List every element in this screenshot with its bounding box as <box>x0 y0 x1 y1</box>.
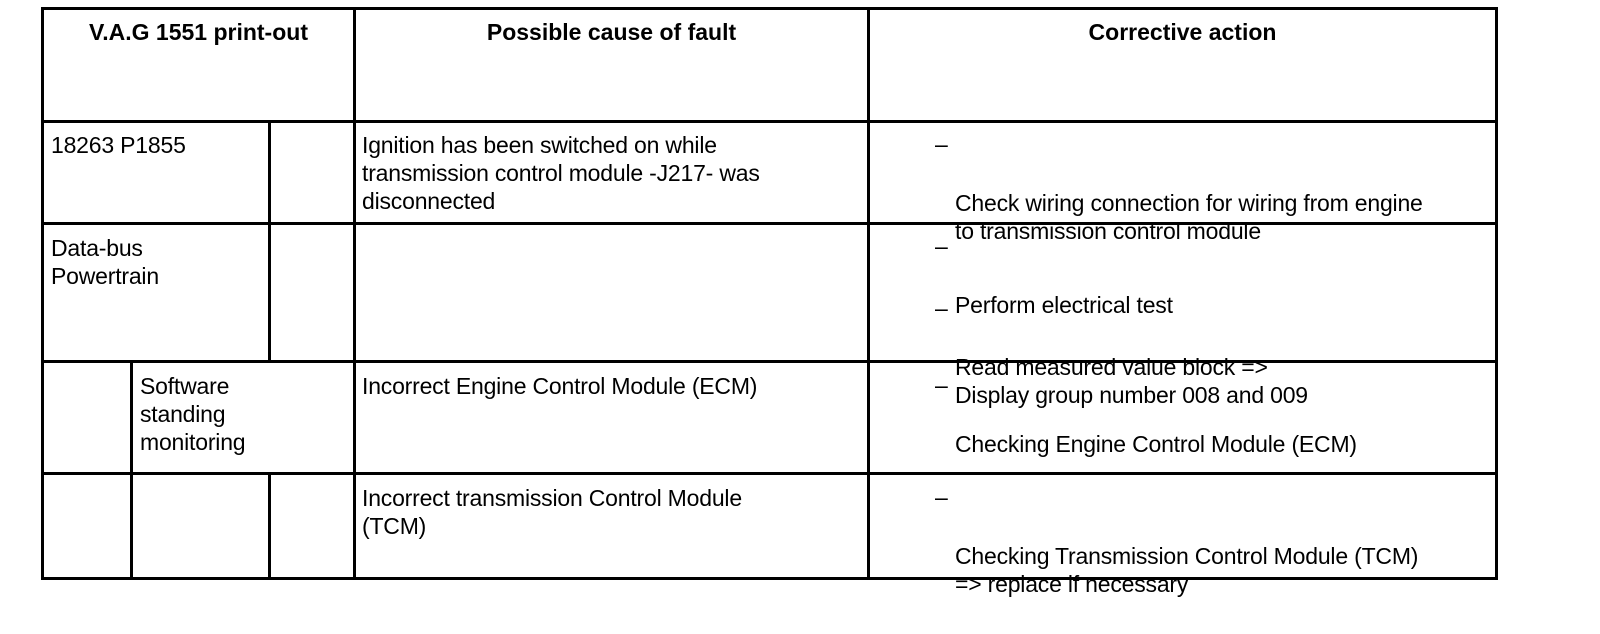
row1-action-1 <box>935 131 1423 245</box>
header-action: Corrective action <box>1088 19 1277 45</box>
row4-action-1-text: Checking Transmission Control Module (TCM) => replace if necessary <box>955 543 1419 597</box>
bullet-dash: – <box>935 131 948 157</box>
row4-cause: Incorrect transmission Control Module (TCM) <box>362 485 742 539</box>
col-divider-sub-a <box>130 360 133 580</box>
row2-code: Data-bus Powertrain <box>51 235 159 289</box>
col-divider-sub-b <box>268 120 271 363</box>
row3-action-1 <box>935 372 1357 458</box>
row3-cause: Incorrect Engine Control Module (ECM) <box>362 373 758 399</box>
bullet-dash: – <box>935 372 948 398</box>
row2-action-1-text: Perform electrical test <box>955 292 1173 318</box>
col-divider-cause <box>353 7 356 580</box>
header-printout: V.A.G 1551 print-out <box>89 19 308 45</box>
row3-action-1-text: Checking Engine Control Module (ECM) <box>955 431 1357 457</box>
header-divider <box>41 120 1498 123</box>
row1-cause: Ignition has been switched on while transmission control module -J217- was disconnected <box>362 132 760 214</box>
bullet-dash: – <box>935 233 948 259</box>
col-divider-sub-b-lower <box>268 472 271 580</box>
row2-action-2-text: Read measured value block => Display group number 008 and 009 <box>955 354 1308 408</box>
row1-action-1-text: Check wiring connection for wiring from engine to transmission control module <box>955 190 1423 244</box>
header-cause: Possible cause of fault <box>486 19 737 45</box>
row4-action-1 <box>935 484 1419 598</box>
table-border-top <box>41 7 1498 10</box>
bullet-dash: – <box>935 484 948 510</box>
table-border-left <box>41 7 44 580</box>
row3-code: Software standing monitoring <box>140 373 246 455</box>
bullet-dash: – <box>935 295 948 321</box>
col-divider-action <box>867 7 870 580</box>
row1-code: 18263 P1855 <box>51 132 186 158</box>
row-divider-3 <box>41 472 1498 475</box>
table-border-right <box>1495 7 1498 580</box>
